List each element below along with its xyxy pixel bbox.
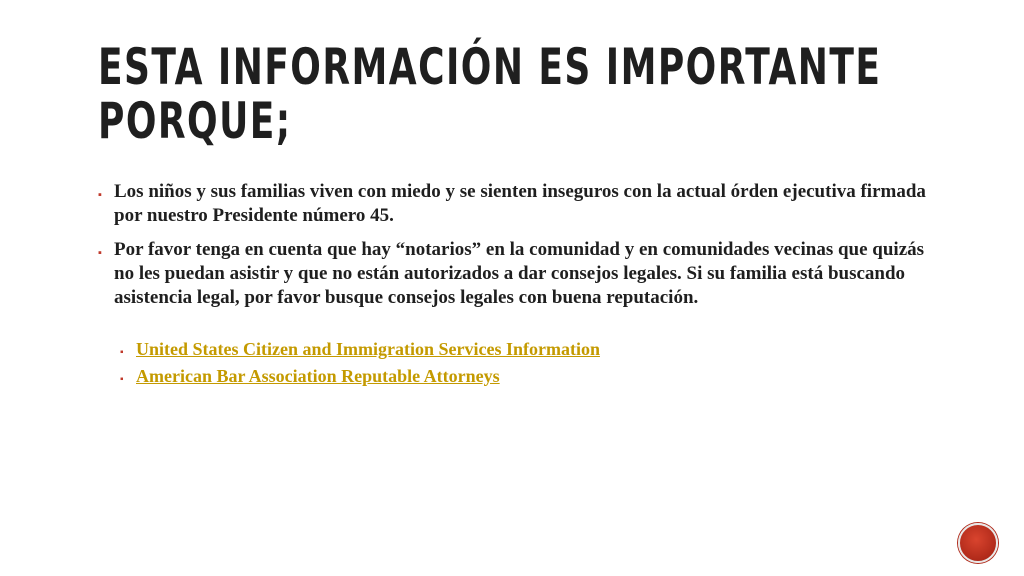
square-bullet-icon: ▪: [98, 189, 102, 201]
slide-edge: [0, 0, 6, 576]
link-list: [98, 336, 938, 390]
uscis-link[interactable]: United States Citizen and Immigration Services Information: [136, 339, 600, 359]
bullet-text: Por favor tenga en cuenta que hay “notarios” en la comunidad y en comunidades vecinas que quizás no les puedan asistir y que no están autorizados a dar consejos legales. Si su familia está buscando asistencia legal, por favor busque consejos legales con buena reputación.: [114, 239, 925, 308]
slide-title: ESTA INFORMACIÓN ES IMPORTANTE PORQUE;: [98, 38, 882, 150]
link-item: [120, 363, 938, 390]
aba-link[interactable]: American Bar Association Reputable Attorneys: [136, 366, 500, 386]
page-number-badge: [958, 523, 998, 563]
square-bullet-icon: ▪: [120, 374, 124, 385]
square-bullet-icon: ▪: [98, 247, 102, 259]
slide-content: [98, 180, 938, 390]
square-bullet-icon: ▪: [120, 347, 124, 358]
bullet-item: [98, 238, 938, 310]
link-item: [120, 336, 938, 363]
bullet-text: Los niños y sus familias viven con miedo y se sienten inseguros con la actual órden ejecutiva firmada por nuestro Presidente número 45.: [114, 181, 926, 226]
bullet-item: [98, 180, 938, 228]
